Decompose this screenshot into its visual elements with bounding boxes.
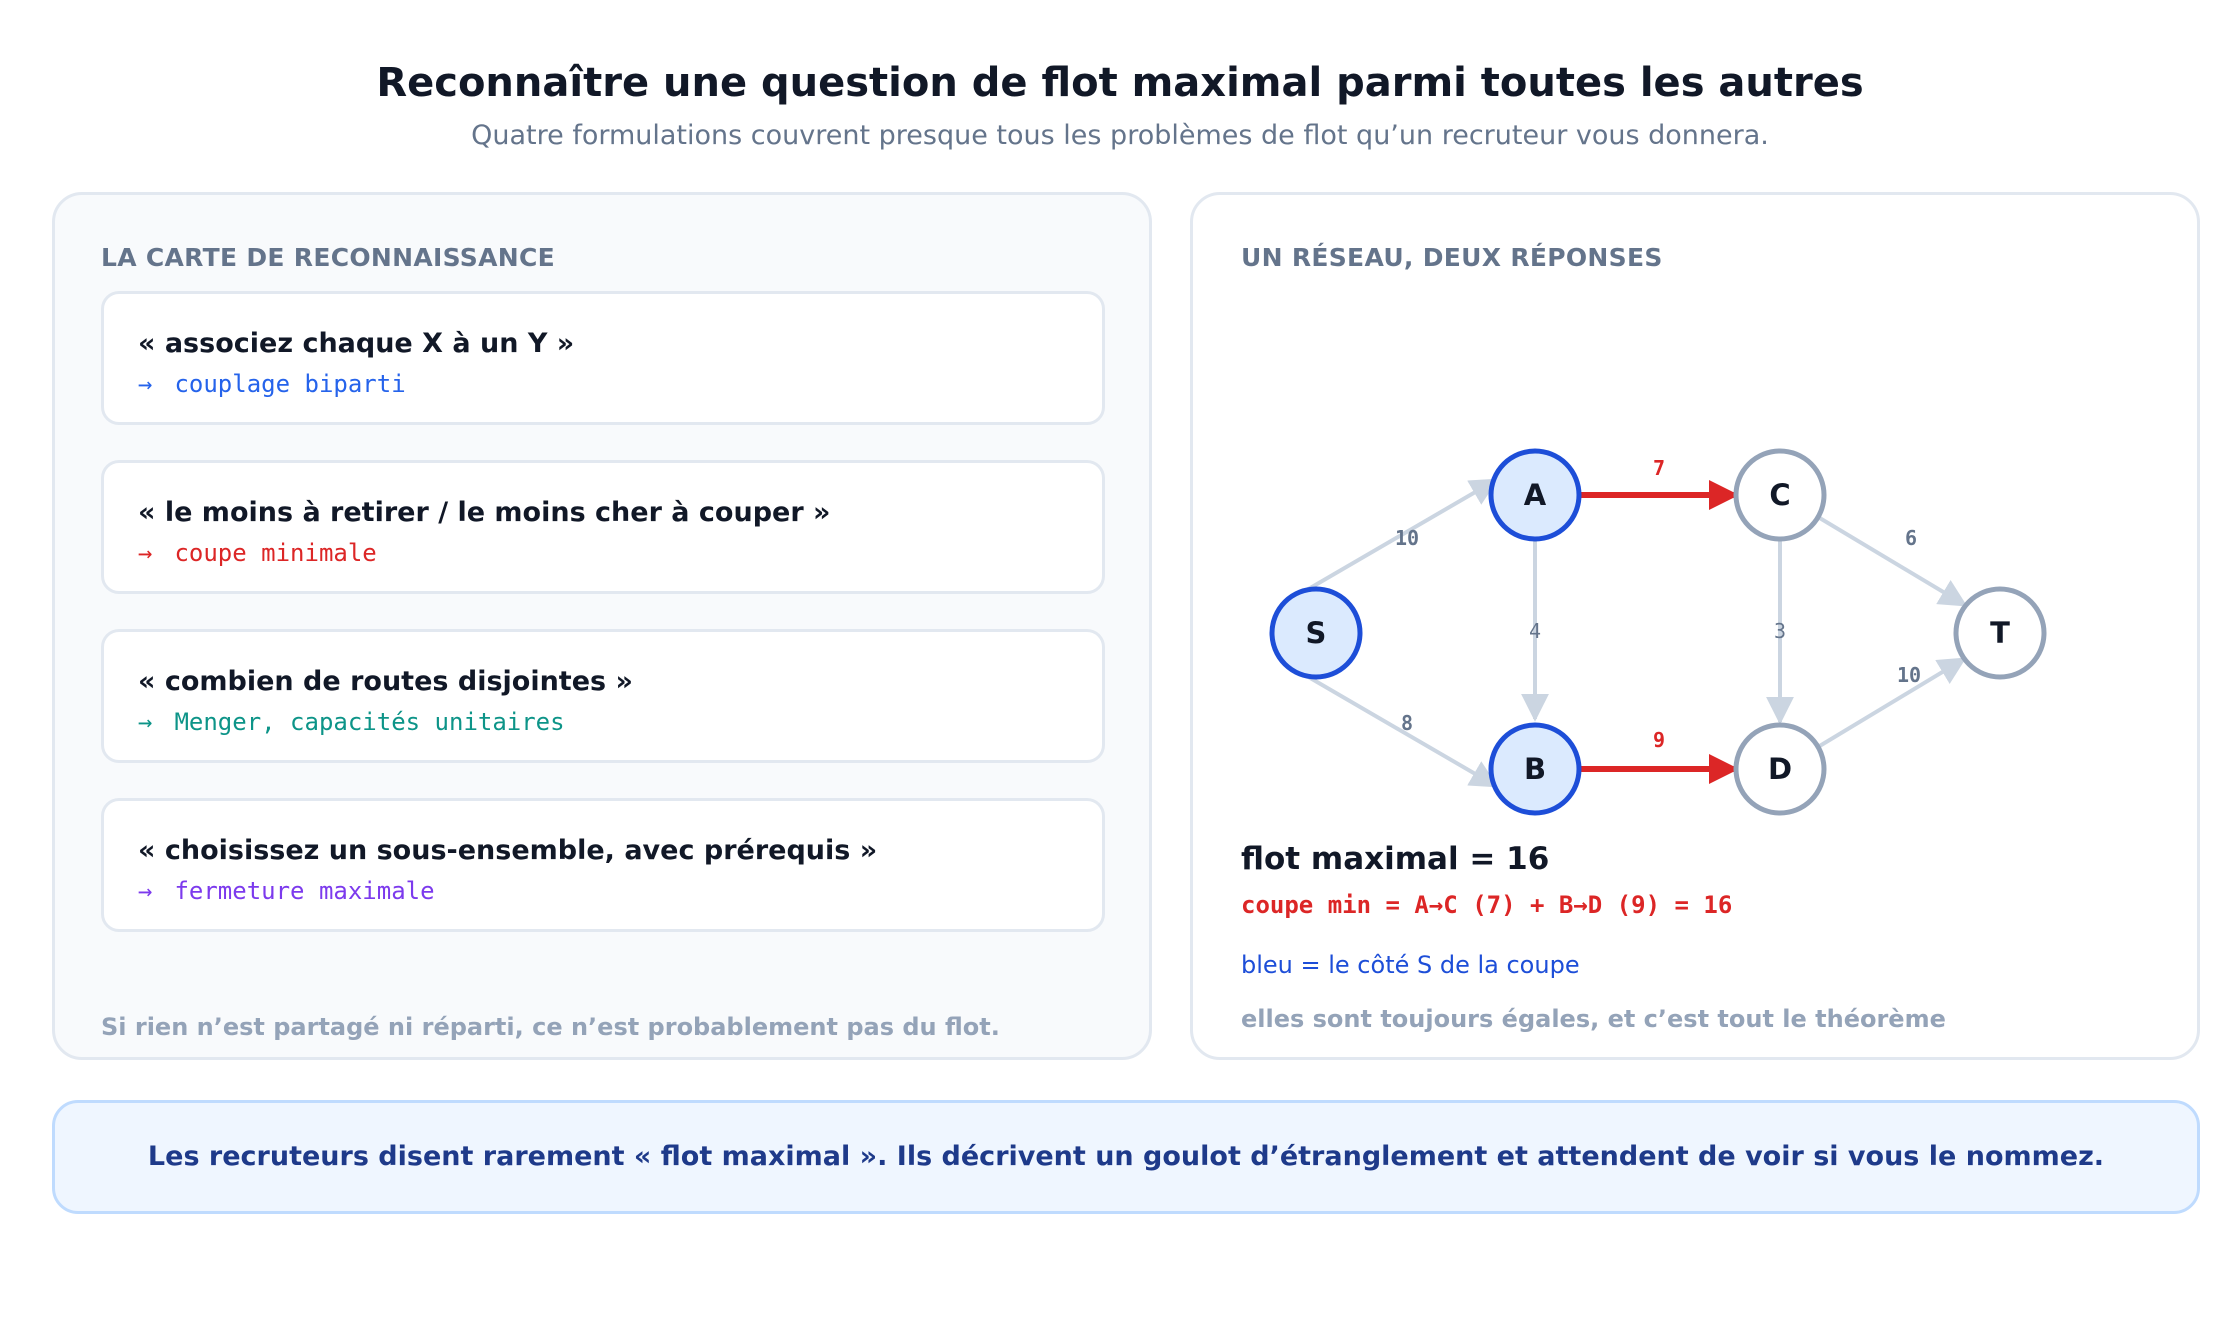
node-label: B (1523, 752, 1547, 786)
node-label: S (1305, 616, 1327, 650)
card-answer (138, 370, 406, 398)
recognition-card (101, 291, 1105, 425)
arrow-icon: → (138, 877, 153, 905)
card-answer (138, 877, 435, 905)
capacity-label: 6 (1904, 526, 1918, 550)
capacity-label: 8 (1400, 711, 1414, 735)
card-answer-text: couplage biparti (174, 370, 406, 398)
arrow-icon: → (138, 539, 153, 567)
arrow-icon: → (138, 708, 153, 736)
recognition-footer-note: Si rien n’est partagé ni réparti, ce n’est probablement pas du flot. (101, 1013, 1000, 1041)
node-label: D (1767, 752, 1793, 786)
capacity-label: 3 (1773, 619, 1787, 643)
edge-c-t (1808, 511, 1965, 605)
max-flow-result: flot maximal = 16 (1241, 841, 1550, 877)
card-answer-text: fermeture maximale (174, 877, 435, 905)
network-panel (1190, 192, 2200, 1060)
arrow-icon: → (138, 370, 153, 398)
capacity-label-cut: 7 (1652, 456, 1666, 480)
flow-network-graph (1193, 195, 2197, 835)
capacity-label: 10 (1394, 526, 1420, 550)
card-answer (138, 539, 377, 567)
banner-text: Les recruteurs disent rarement « flot maximal ». Ils décrivent un goulot d’étranglement et attendent de voir si vous le nommez. (147, 1141, 2105, 1172)
source-side-legend: bleu = le côté S de la coupe (1241, 951, 1580, 979)
recognition-map-panel (52, 192, 1152, 1060)
panel-heading-network: UN RÉSEAU, DEUX RÉPONSES (1241, 243, 1663, 272)
edge-d-t (1808, 659, 1964, 753)
node-label: C (1769, 478, 1791, 512)
capacity-label: 4 (1528, 619, 1542, 643)
card-quote: « associez chaque X à un Y » (138, 328, 575, 359)
recognition-card (101, 629, 1105, 763)
card-answer-text: Menger, capacités unitaires (174, 708, 565, 736)
page-subtitle: Quatre formulations couvrent presque tous les problèmes de flot qu’un recruteur vous donnera. (471, 120, 1769, 151)
recognition-card (101, 460, 1105, 594)
card-quote: « choisissez un sous-ensemble, avec prérequis » (138, 835, 878, 866)
min-cut-result: coupe min = A→C (7) + B→D (9) = 16 (1241, 891, 1733, 919)
edge-s-b (1281, 661, 1496, 786)
capacity-label: 10 (1896, 663, 1922, 687)
edge-s-a (1281, 480, 1496, 605)
recognition-card (101, 798, 1105, 932)
card-answer-text: coupe minimale (174, 539, 377, 567)
capacity-label-cut: 9 (1652, 728, 1666, 752)
card-quote: « le moins à retirer / le moins cher à couper » (138, 497, 831, 528)
recruiter-tip-banner (52, 1100, 2200, 1214)
page-title: Reconnaître une question de flot maximal parmi toutes les autres (376, 60, 1864, 106)
card-answer (138, 708, 565, 736)
node-label: A (1523, 478, 1547, 512)
card-quote: « combien de routes disjointes » (138, 666, 633, 697)
panel-heading-recognition: LA CARTE DE RECONNAISSANCE (101, 243, 555, 272)
node-label: T (1990, 616, 2010, 650)
theorem-footer-note: elles sont toujours égales, et c’est tout le théorème (1241, 1005, 1946, 1033)
